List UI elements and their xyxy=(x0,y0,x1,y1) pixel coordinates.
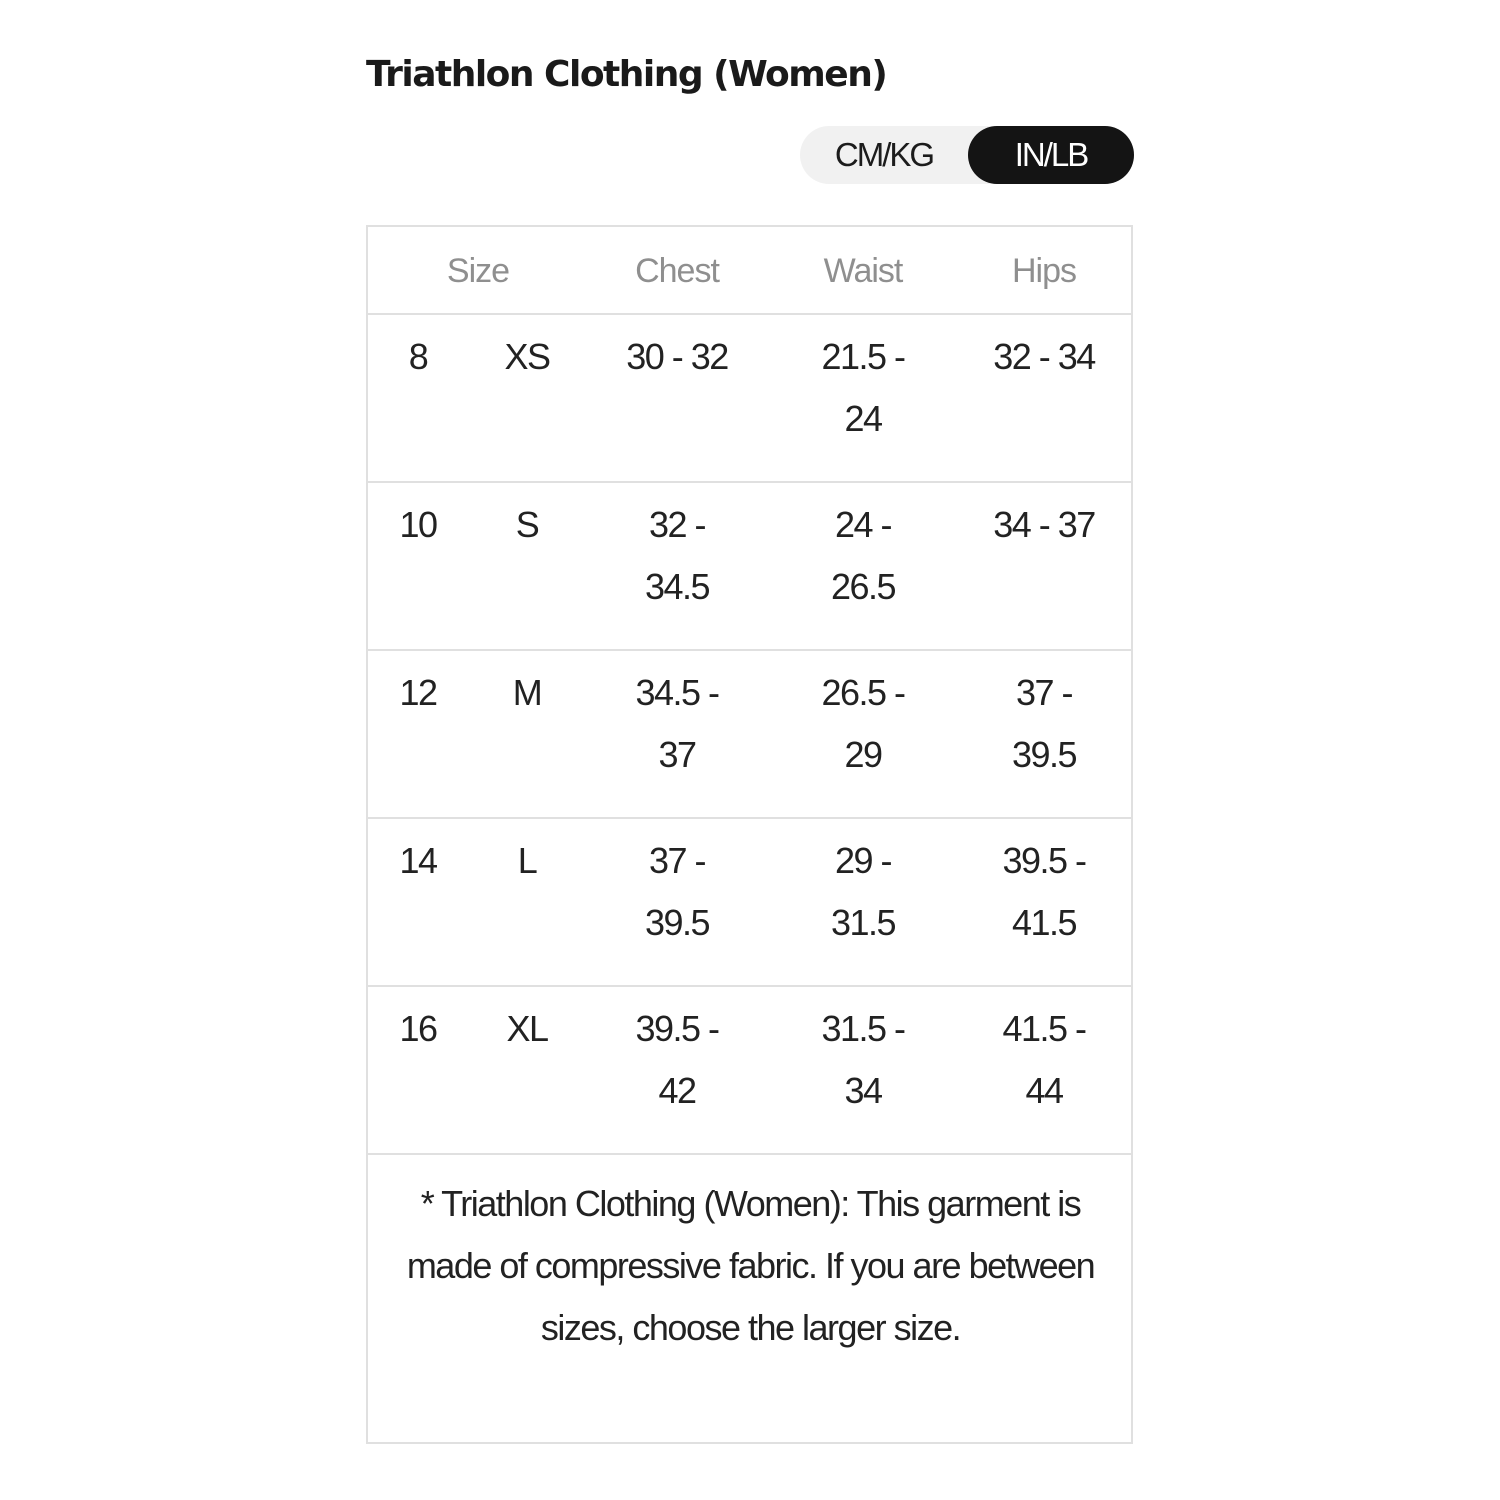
table-row xyxy=(368,315,1131,483)
waist-value: 21.5 - 24 xyxy=(821,336,905,439)
chest-value: 37 - 39.5 xyxy=(644,840,710,943)
table-row xyxy=(368,651,1131,819)
unit-option-in-lb[interactable]: IN/LB xyxy=(968,126,1134,184)
hips-value: 32 - 34 xyxy=(993,336,1095,377)
table-header-row xyxy=(368,227,1131,315)
hips-value: 37 - 39.5 xyxy=(1011,672,1077,775)
size-letter: M xyxy=(512,672,542,713)
unit-option-cm-kg[interactable]: CM/KG xyxy=(834,136,934,173)
size-letter: XL xyxy=(506,1008,548,1049)
waist-value: 24 - 26.5 xyxy=(830,504,896,607)
size-letter: L xyxy=(517,840,537,881)
chest-value: 34.5 - 37 xyxy=(635,672,719,775)
chest-value: 39.5 - 42 xyxy=(635,1008,719,1111)
header-chest: Chest xyxy=(635,252,719,290)
table-row xyxy=(368,483,1131,651)
header-size: Size xyxy=(446,252,510,290)
header-waist: Waist xyxy=(823,252,903,290)
size-number: 16 xyxy=(399,1008,437,1049)
size-number: 12 xyxy=(399,672,437,713)
size-letter: XS xyxy=(504,336,550,377)
chest-value: 32 - 34.5 xyxy=(644,504,710,607)
hips-value: 34 - 37 xyxy=(993,504,1095,545)
size-number: 10 xyxy=(399,504,437,545)
page-title: Triathlon Clothing (Women) xyxy=(366,54,887,95)
hips-value: 41.5 - 44 xyxy=(1002,1008,1086,1111)
table-row xyxy=(368,987,1131,1155)
size-footnote: * Triathlon Clothing (Women): This garment is made of compressive fabric. If you are between sizes, choose the larger size. xyxy=(406,1183,1095,1348)
waist-value: 29 - 31.5 xyxy=(830,840,896,943)
size-chart-table xyxy=(366,225,1133,1444)
chest-value: 30 - 32 xyxy=(626,336,728,377)
size-number: 8 xyxy=(408,336,428,377)
waist-value: 26.5 - 29 xyxy=(821,672,905,775)
unit-toggle[interactable] xyxy=(800,126,1134,184)
waist-value: 31.5 - 34 xyxy=(821,1008,905,1111)
hips-value: 39.5 - 41.5 xyxy=(1002,840,1086,943)
size-letter: S xyxy=(515,504,539,545)
size-number: 14 xyxy=(399,840,437,881)
table-row xyxy=(368,819,1131,987)
header-hips: Hips xyxy=(1011,252,1077,290)
